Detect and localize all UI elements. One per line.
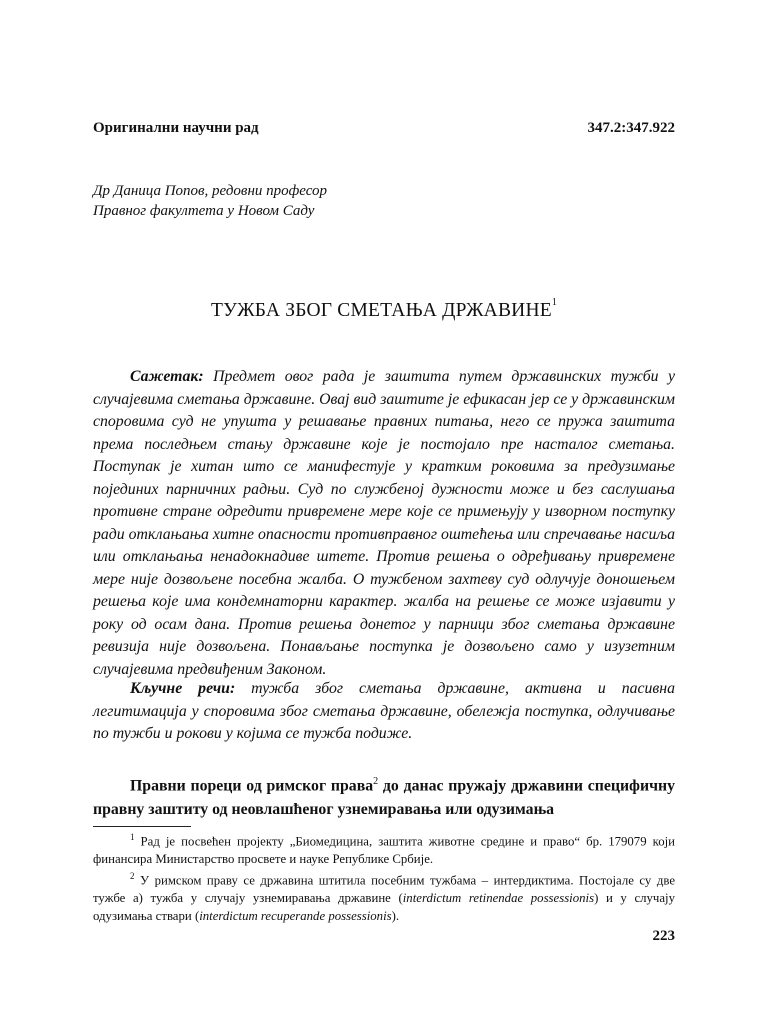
abstract	[93, 366, 675, 681]
title-footnote-ref: 1	[551, 297, 558, 308]
footnote-2	[93, 868, 675, 925]
body-paragraph	[93, 770, 675, 822]
author-affiliation: Правног факултета у Новом Саду	[93, 203, 315, 219]
body-footnote-ref: 2	[373, 776, 379, 787]
footnote-2-text-a: У римском праву се државина штитила посебним тужбама – интердиктима. Постојале су две тужбе а) тужба у случају узнемиравања државине (	[93, 873, 675, 906]
footnote-2-number: 2	[130, 871, 135, 882]
article-title	[0, 297, 768, 322]
body-text-part1: Правни пореци од римског права	[130, 777, 374, 795]
keywords-label: Кључне речи:	[130, 680, 236, 697]
abstract-label: Сажетак:	[130, 368, 204, 385]
keywords-text: тужба због сметања државине, активна и пасивна легитимација у споровима због сметања државине, обележја поступка, одлучивање по тужби и рокови у којима се тужба подиже.	[93, 680, 676, 742]
footnote-2-text-b: ) и у случају одузимања ствари (	[93, 891, 675, 923]
footnote-2-latin-b: interdictum recuperande possessionis	[199, 908, 392, 923]
author-block	[93, 181, 327, 221]
udc-code: 347.2:347.922	[587, 120, 675, 136]
abstract-text: Предмет овог рада је заштита путем државинских тужби у случајевима сметања државине. Овај вид заштите је ефикасан јер се у државинским споровима суд не упушта у решавање правних питања, него се пружа заштита према последњем стању државине које је постојало пре насталог сметања. Поступак је хитан што се манифестује у кратким роковима за предузимање појединих парничних радњи. Суд по службеној дужности може и без саслушања противне стране одредити привремене мере које се примењују у изворном поступку ради отклањања хитне опасности противправног оштећења или спречавање насиља или отклањања ненадокнадиве штете. Против решења о одређивању привремене мере није дозвољене посебна жалба. О тужбеном захтеву суд одлучује доношењем решења које има кондемнаторни карактер. жалба на решење се може изјавити у року од осам дана. Против решења донетог у парници због сметања државине ревизија није дозвољена. Понављање поступка је дозвољено само у изузетним случајевима предвиђеним Законом.	[93, 368, 676, 678]
body-text-part2: до данас пружају државини специфичну правну заштиту од неовлашћеног узнемиравања или одузимања	[93, 777, 675, 819]
page-number: 223	[652, 928, 675, 944]
footnote-1-text: Рад је посвећен пројекту „Биомедицина, заштита животне средине и право“ бр. 179079 који финансира Министарство просвете и науке Републике Србије.	[93, 834, 675, 866]
title-text: ТУЖБА ЗБОГ СМЕТАЊА ДРЖАВИНЕ	[210, 300, 552, 321]
author-name: Др Даница Попов, редовни професор	[93, 183, 328, 199]
footnotes	[93, 829, 675, 925]
footnote-1-number: 1	[130, 832, 135, 842]
page-header	[93, 120, 675, 137]
keywords	[93, 678, 675, 746]
article-type: Оригинални научни рад	[93, 120, 259, 136]
footnote-separator	[93, 826, 191, 827]
footnote-2-text-c: ).	[391, 908, 400, 923]
footnote-2-latin-a: interdictum retinendae possessionis	[402, 891, 595, 906]
footnote-1	[93, 829, 675, 868]
